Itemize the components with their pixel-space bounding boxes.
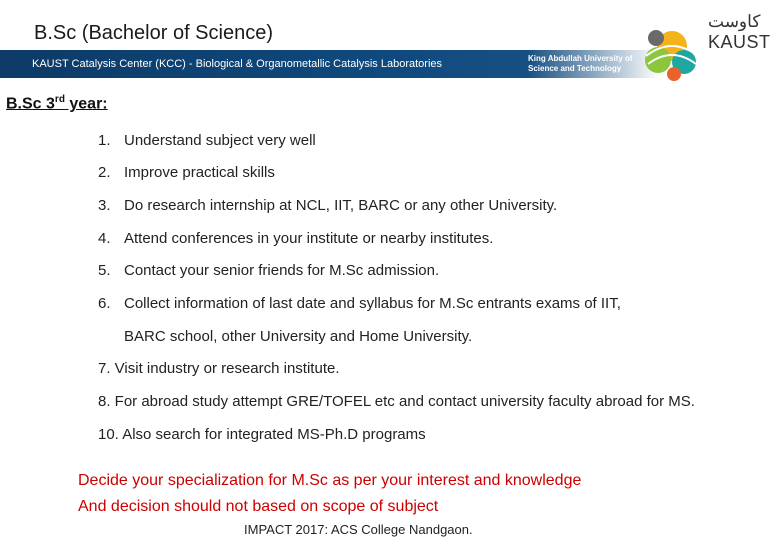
header-band: [0, 50, 660, 78]
heading-pre: B.Sc 3: [6, 95, 55, 113]
list-item: 7. Visit industry or research institute.: [98, 360, 340, 377]
list-item: 4. Attend conferences in your institute or nearby institutes.: [98, 230, 494, 247]
university-name: [528, 54, 633, 74]
logo-text: KAUST: [708, 32, 771, 52]
university-line-2: Science and Technology: [528, 64, 622, 73]
kaust-logo-icon: [636, 16, 708, 86]
heading-post: year:: [64, 95, 108, 113]
header-subtitle: KAUST Catalysis Center (KCC) - Biological & Organometallic Catalysis Laboratories: [32, 58, 443, 70]
logo-arabic-text: كاوست: [708, 12, 761, 31]
heading-sup: rd: [54, 94, 65, 105]
list-item: 1. Understand subject very well: [98, 132, 316, 149]
list-item: 8. For abroad study attempt GRE/TOFEL etc and contact university faculty abroad for MS.: [98, 393, 695, 410]
page-title: B.Sc (Bachelor of Science): [34, 22, 273, 44]
list-item: 3. Do research internship at NCL, IIT, BARC or any other University.: [98, 197, 558, 214]
footer-text: IMPACT 2017: ACS College Nandgaon.: [244, 522, 473, 537]
list-item: 5. Contact your senior friends for M.Sc admission.: [98, 262, 440, 279]
section-heading: [6, 94, 108, 113]
highlight-line: And decision should not based on scope of subject: [78, 498, 439, 515]
list-item-continuation: BARC school, other University and Home University.: [124, 328, 473, 345]
list-item: 10. Also search for integrated MS-Ph.D programs: [98, 426, 426, 443]
list-item: 2. Improve practical skills: [98, 164, 275, 181]
list-item: 6. Collect information of last date and syllabus for M.Sc entrants exams of IIT,: [98, 295, 621, 312]
university-line-1: King Abdullah University of: [528, 54, 633, 63]
highlight-line: Decide your specialization for M.Sc as per your interest and knowledge: [78, 472, 582, 489]
